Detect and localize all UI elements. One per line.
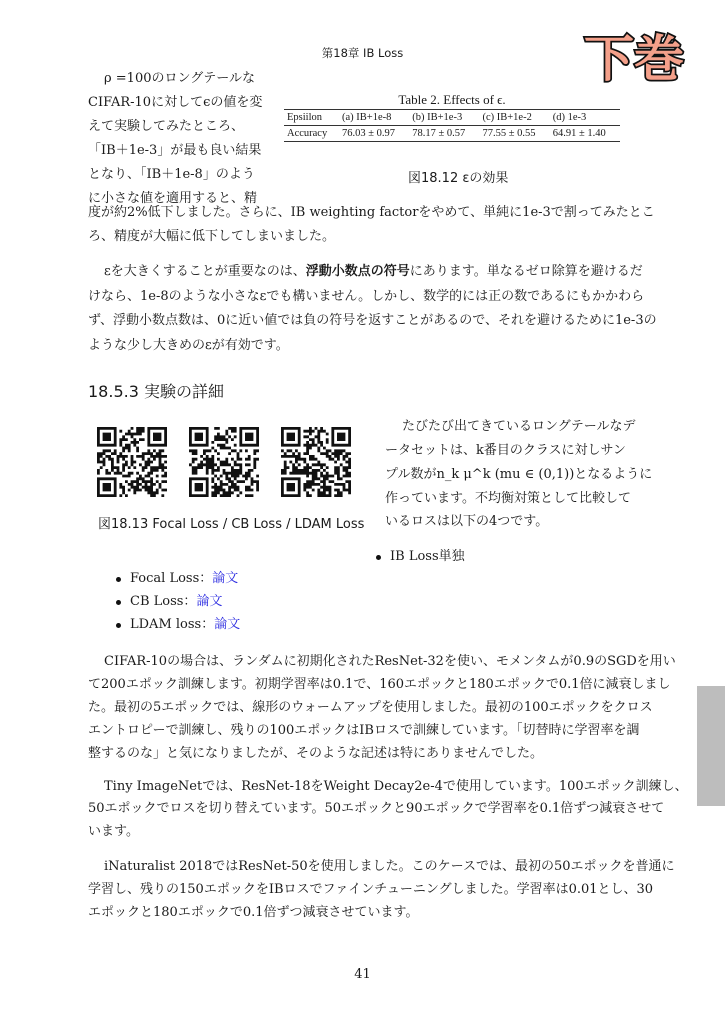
paragraph-line: いるロスは以下の4つです。 bbox=[385, 514, 549, 529]
table-cell: Accuracy bbox=[284, 126, 339, 142]
paragraph-line: 度が約2%低下しました。さらに、IB weighting factorをやめて、単純に1e-3で割ってみたとこ bbox=[88, 205, 655, 220]
running-header: 第18章 IB Loss bbox=[321, 46, 404, 60]
paragraph-line: 整するのな」と気になりましたが、そのような記述は特にありませんでした。 bbox=[88, 746, 544, 761]
paragraph-line: ータセットは、k番目のクラスに対しサン bbox=[385, 443, 626, 458]
paragraph-line: プル数がn_k μ^k (mu ∈ (0,1))となるように bbox=[385, 467, 653, 482]
paragraph-line: います。 bbox=[88, 824, 139, 839]
paragraph-line: に小さな値を適用すると、精 bbox=[88, 191, 258, 206]
section-heading: 18.5.3 実験の詳細 bbox=[88, 382, 224, 401]
paper-link[interactable]: 論文 bbox=[214, 617, 241, 632]
paper-link[interactable]: 論文 bbox=[196, 594, 223, 609]
paragraph-line: えて実験してみたところ、 bbox=[88, 119, 245, 134]
table-cell: 76.03 ± 0.97 bbox=[339, 126, 409, 142]
table-cell: 78.17 ± 0.57 bbox=[409, 126, 479, 142]
paragraph-line: CIFAR-10の場合は、ランダムに初期化されたResNet-32を使い、モメンタムが0.9のSGDを用い bbox=[104, 654, 676, 669]
svg-text:下巻: 下巻 bbox=[584, 30, 684, 84]
list-item: IB Loss単独 bbox=[390, 549, 465, 564]
table-header: Epsiilon bbox=[284, 110, 339, 126]
figure-caption: 図18.13 Focal Loss / CB Loss / LDAM Loss bbox=[98, 517, 365, 532]
paragraph-line: ず、浮動小数点数は、0に近い値では負の符号を返すことがあるので、それを避けるために1e-3の bbox=[88, 313, 657, 328]
paragraph-line: た。最初の5エポックでは、線形のウォームアップを使用しました。最初の100エポックをクロス bbox=[88, 700, 653, 715]
paragraph-line: エントロピーで訓練し、残りの100エポックはIBロスで訓練しています。「切替時に学習率を調 bbox=[88, 723, 640, 738]
qr-code-focal-loss[interactable] bbox=[97, 427, 167, 497]
paragraph-line: たびたび出てきているロングテールなデ bbox=[402, 419, 636, 434]
table-header: (b) IB+1e-3 bbox=[409, 110, 479, 126]
paragraph-line: εを大きくすることが重要なのは、浮動小数点の符号にあります。単なるゼロ除算を避けるだ bbox=[104, 264, 643, 279]
paragraph-line: 50エポックでロスを切り替えています。50エポックと90エポックで学習率を0.1倍ずつ減衰させて bbox=[88, 801, 665, 816]
paragraph-line: ρ =100のロングテールな bbox=[104, 71, 255, 86]
table-header: (d) 1e-3 bbox=[550, 110, 620, 126]
paragraph-line: エポックと180エポックで0.1倍ずつ減衰させています。 bbox=[88, 905, 419, 920]
figure-caption: 図18.12 εの効果 bbox=[408, 171, 509, 186]
paragraph-line: 学習し、残りの150エポックをIBロスでファインチューニングしました。学習率は0.01とし、30 bbox=[88, 882, 654, 897]
paragraph-line: Tiny ImageNetでは、ResNet-18をWeight Decay2e-4で使用しています。100エポック訓練し、 bbox=[104, 779, 688, 794]
page-edge-tab bbox=[697, 686, 725, 806]
list-item: LDAM loss：論文 bbox=[130, 617, 241, 632]
paper-link[interactable]: 論文 bbox=[212, 571, 239, 586]
qr-code-ldam-loss[interactable] bbox=[281, 427, 351, 497]
page-number: 41 bbox=[354, 967, 371, 982]
paragraph-line: iNaturalist 2018ではResNet-50を使用しました。このケースでは、最初の50エポックを普通に bbox=[104, 859, 675, 874]
volume-stamp-logo bbox=[578, 26, 690, 84]
paragraph-line: となり、「IB＋1e-8」のよう bbox=[88, 167, 255, 182]
paragraph-line: 「IB＋1e-3」が最も良い結果 bbox=[88, 143, 262, 158]
effects-table bbox=[284, 92, 620, 142]
paragraph-line: 作っています。不均衡対策として比較して bbox=[385, 491, 631, 506]
table-cell: 64.91 ± 1.40 bbox=[550, 126, 620, 142]
paragraph-line: ろ、精度が大幅に低下してしまいました。 bbox=[88, 229, 336, 244]
table-title: Table 2. Effects of ϵ. bbox=[398, 92, 506, 107]
table-cell: 77.55 ± 0.55 bbox=[479, 126, 549, 142]
paragraph-line: CIFAR-10に対してϵの値を変 bbox=[88, 95, 263, 110]
paragraph-line: ような少し大きめのεが有効です。 bbox=[88, 338, 289, 353]
list-item: CB Loss：論文 bbox=[130, 594, 223, 609]
qr-code-cb-loss[interactable] bbox=[189, 427, 259, 497]
table-header: (c) IB+1e-2 bbox=[479, 110, 549, 126]
paragraph-line: て200エポック訓練します。初期学習率は0.1で、160エポックと180エポックで0.1倍に減衰しまし bbox=[88, 677, 671, 692]
paragraph-line: けなら、1e-8のような小さなεでも構いません。しかし、数学的には正の数であるにもかかわら bbox=[88, 289, 645, 304]
table-header: (a) IB+1e-8 bbox=[339, 110, 409, 126]
list-item: Focal Loss：論文 bbox=[130, 571, 239, 586]
